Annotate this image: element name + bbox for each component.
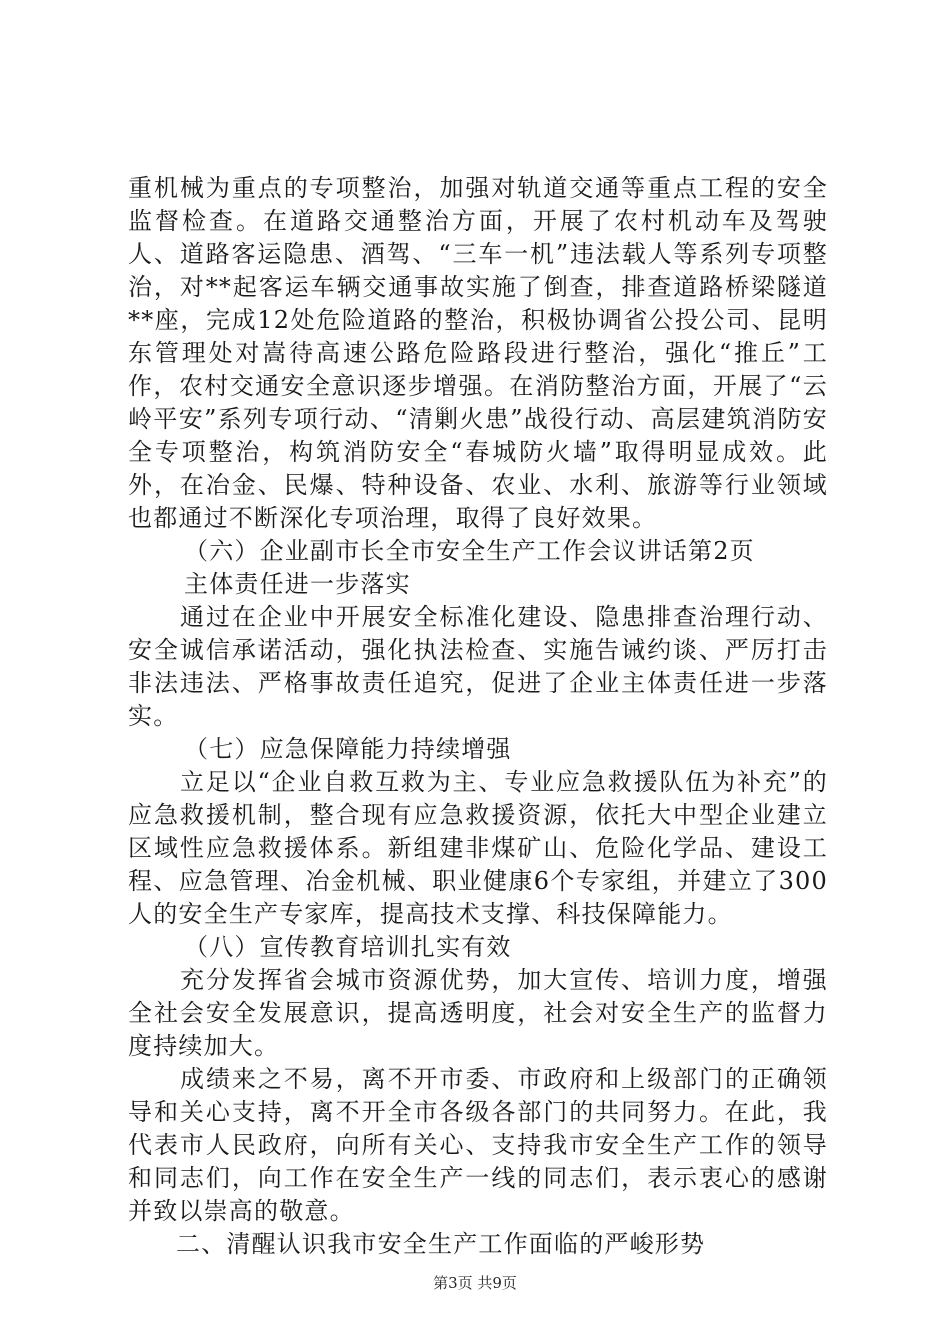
body-paragraph: 重机械为重点的专项整治，加强对轨道交通等重点工程的安全监督检查。在道路交通整治方面，开展了农村机动车及驾驶人、道路客运隐患、酒驾、“三车一机”违法载人等系列专项整治，对**起客运车辆交通事故实施了倒查，排查道路桥梁隧道**座，完成12处危险道路的整治，积极协调省公投公司、昆明东管理处对嵩待高速公路危险路段进行整治，强化“推丘”工作，农村交通安全意识逐步增强。在消防整治方面，开展了“云岭平安”系列专项行动、“清剿火患”战役行动、高层建筑消防安全专项整治，构筑消防安全“春城防火墙”取得明显成效。此外，在冶金、民爆、特种设备、农业、水利、旅游等行业领域也都通过不断深化专项治理，取得了良好效果。 bbox=[128, 174, 828, 532]
page-footer: 第3页 共9页 bbox=[433, 1274, 517, 1292]
chapter-heading: 二、清醒认识我市安全生产工作面临的严峻形势 bbox=[176, 1230, 706, 1258]
section-heading: （八）宣传教育培训扎实有效 bbox=[184, 933, 512, 961]
body-paragraph: 立足以“企业自救互救为主、专业应急救援队伍为补充”的应急救援机制，整合现有应急救援资源，依托大中型企业建立区域性应急救援体系。新组建非煤矿山、危险化学品、建设工程、应急管理、冶金机械、职业健康6个专家组，并建立了300人的安全生产专家库，提高技术支撑、科技保障能力。 bbox=[128, 768, 828, 928]
section-heading: （六）企业副市长全市安全生产工作会议讲话第2页 bbox=[184, 537, 755, 565]
body-paragraph: 充分发挥省会城市资源优势，加大宣传、培训力度，增强全社会安全发展意识，提高透明度，社会对安全生产的监督力度持续加大。 bbox=[128, 966, 828, 1060]
section-heading: （七）应急保障能力持续增强 bbox=[184, 735, 512, 763]
document-body bbox=[128, 172, 828, 1261]
section-heading: 主体责任进一步落实 bbox=[184, 570, 411, 598]
body-paragraph: 通过在企业中开展安全标准化建设、隐患排查治理行动、安全诚信承诺活动，强化执法检查、实施告诫约谈、严厉打击非法违法、严格事故责任追究，促进了企业主体责任进一步落实。 bbox=[128, 603, 828, 730]
body-paragraph: 成绩来之不易，离不开市委、市政府和上级部门的正确领导和关心支持，离不开全市各级各部门的共同努力。在此，我代表市人民政府，向所有关心、支持我市安全生产工作的领导和同志们，向工作在安全生产一线的同志们，表示衷心的感谢并致以崇高的敬意。 bbox=[128, 1065, 828, 1225]
